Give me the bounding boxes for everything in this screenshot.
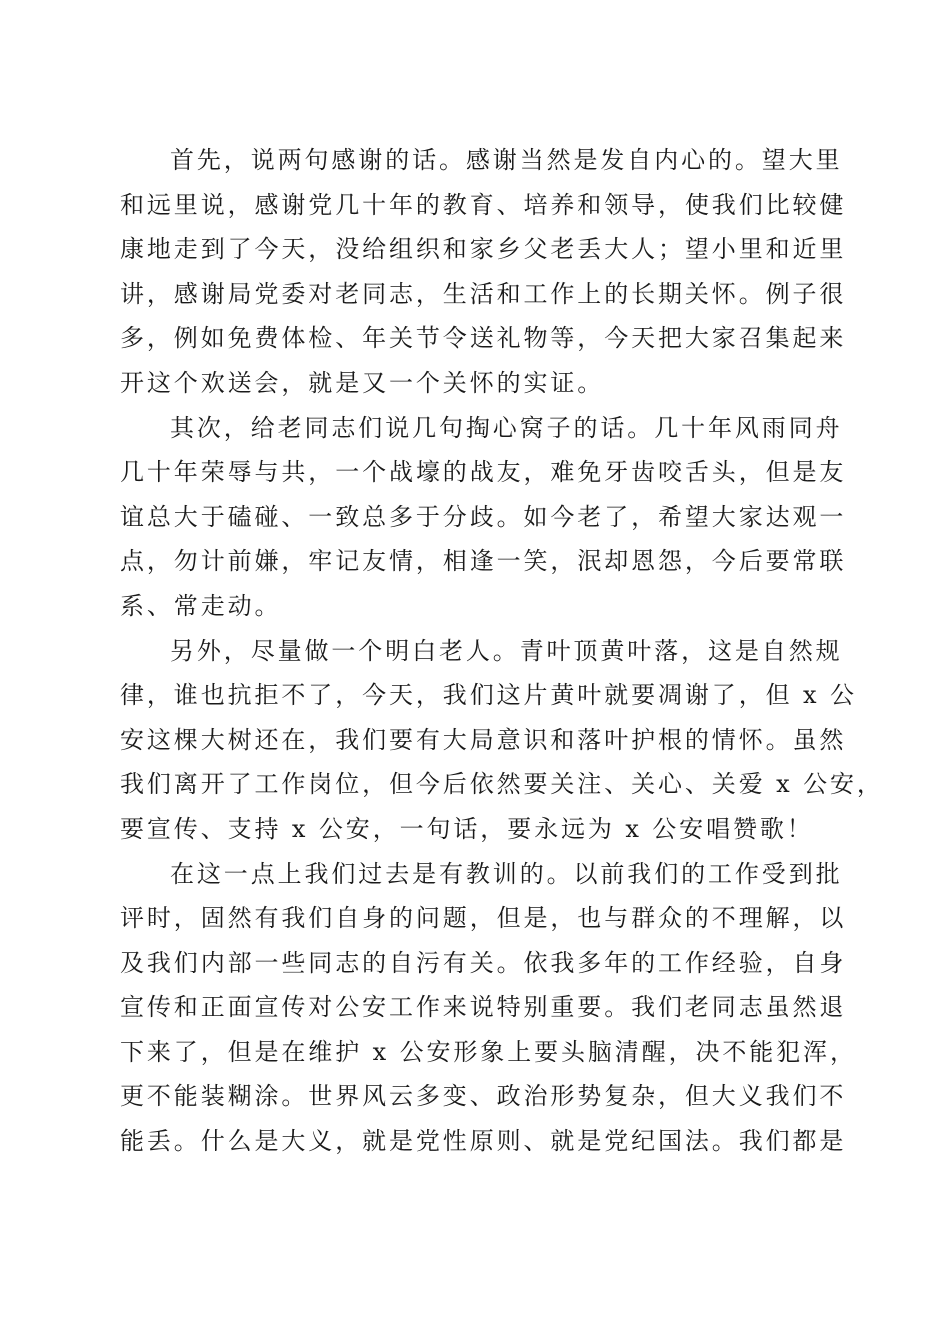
text-line: 更不能装糊涂。世界风云多变、政治形势复杂，但大义我们不 <box>120 1082 847 1111</box>
text-line: 几十年荣辱与共，一个战壕的战友，难免牙齿咬舌头，但是友 <box>120 458 847 487</box>
text-line: 能丢。什么是大义，就是党性原则、就是党纪国法。我们都是 <box>120 1127 847 1156</box>
text-line: 在这一点上我们过去是有教训的。以前我们的工作受到批 <box>170 859 843 888</box>
text-line: 点，勿计前嫌，牢记友情，相逢一笑，泯却恩怨，今后要常联 <box>120 547 847 576</box>
text-line: 多，例如免费体检、年关节令送礼物等，今天把大家召集起来 <box>120 324 847 353</box>
text-line: 下来了，但是在维护 x 公安形象上要头脑清醒，决不能犯浑， <box>120 1037 857 1066</box>
text-line: 我们离开了工作岗位，但今后依然要关注、关心、关爱 x 公安， <box>120 770 884 799</box>
text-line: 安这棵大树还在，我们要有大局意识和落叶护根的情怀。虽然 <box>120 725 847 754</box>
text-line: 及我们内部一些同志的自污有关。依我多年的工作经验，自身 <box>120 948 847 977</box>
text-line: 另外，尽量做一个明白老人。青叶顶黄叶落，这是自然规 <box>170 636 843 665</box>
text-line: 其次，给老同志们说几句掏心窝子的话。几十年风雨同舟 <box>170 413 843 442</box>
text-line: 开这个欢送会，就是又一个关怀的实证。 <box>120 368 605 397</box>
text-line: 评时，固然有我们自身的问题，但是，也与群众的不理解，以 <box>120 904 847 933</box>
text-line: 康地走到了今天，没给组织和家乡父老丢大人；望小里和近里 <box>120 235 847 264</box>
paragraph-heartfelt <box>120 406 847 629</box>
text-line: 谊总大于磕碰、一致总多于分歧。如今老了，希望大家达观一 <box>120 502 847 531</box>
text-line: 要宣传、支持 x 公安，一句话，要永远为 x 公安唱赞歌！ <box>120 814 814 843</box>
text-line: 律，谁也抗拒不了，今天，我们这片黄叶就要凋谢了，但 x 公 <box>120 681 857 710</box>
text-line: 讲，感谢局党委对老同志，生活和工作上的长期关怀。例子很 <box>120 279 847 308</box>
paragraph-lessons <box>120 852 857 1164</box>
paragraph-thanks <box>120 138 847 406</box>
paragraph-wise-elder <box>120 629 884 852</box>
text-line: 首先，说两句感谢的话。感谢当然是发自内心的。望大里 <box>170 146 843 174</box>
text-line: 宣传和正面宣传对公安工作来说特别重要。我们老同志虽然退 <box>120 993 847 1022</box>
text-line: 和远里说，感谢党几十年的教育、培养和领导，使我们比较健 <box>120 190 847 219</box>
text-line: 系、常走动。 <box>120 591 282 620</box>
document-body <box>120 138 884 1164</box>
